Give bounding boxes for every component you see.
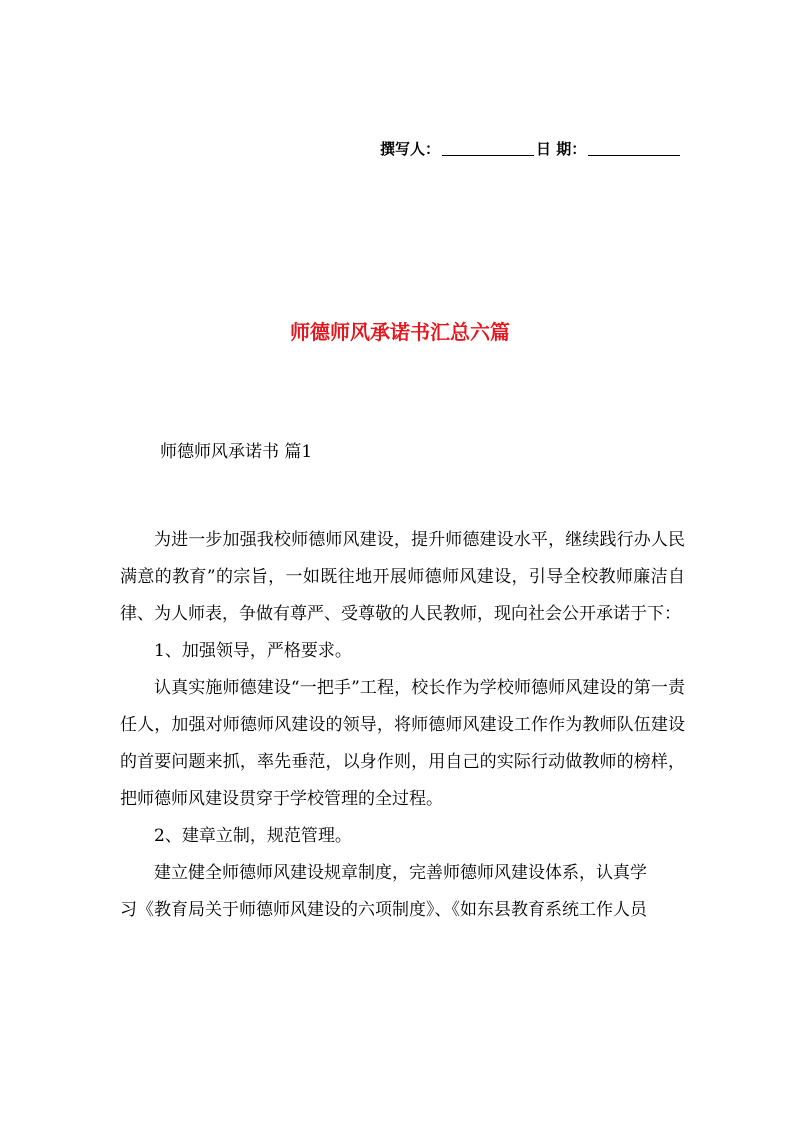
author-label: 撰写人： bbox=[380, 140, 441, 158]
section-title: 师德师风承诺书 篇1 bbox=[160, 442, 313, 462]
body-paragraph: 认真实施师德建设“一把手”工程，校长作为学校师德师风建设的第一责任人，加强对师德师风建设的领导，将师德师风建设工作作为教师队伍建设的首要问题来抓，率先垂范，以身作则，用自己的实际行动做教师的榜样，把师德师风建设贯穿于学校管理的全过程。 bbox=[120, 678, 685, 809]
body-paragraph: 为进一步加强我校师德师风建设，提升师德建设水平，继续践行办人民满意的教育”的宗旨，一如既往地开展师德师风建设，引导全校教师廉洁自律、为人师表，争做有尊严、受尊敬的人民教师，现向社会公开承诺于下： bbox=[120, 530, 685, 624]
list-item-heading: 2、建章立制，规范管理。 bbox=[154, 826, 352, 846]
document-body bbox=[120, 522, 685, 929]
date-blank-line bbox=[588, 141, 680, 156]
author-blank-line bbox=[442, 141, 534, 156]
date-label: 日 期： bbox=[536, 140, 587, 158]
author-date-line bbox=[380, 139, 680, 159]
body-paragraph-continued: 习《教育局关于师德师风建设的六项制度》、《如东县教育系统工作人员 bbox=[120, 900, 647, 920]
list-item-heading: 1、加强领导，严格要求。 bbox=[154, 641, 352, 661]
body-paragraph: 建立健全师德师风建设规章制度，完善师德师风建设体系，认真学 bbox=[154, 863, 647, 883]
document-title: 师德师风承诺书汇总六篇 bbox=[290, 320, 510, 344]
